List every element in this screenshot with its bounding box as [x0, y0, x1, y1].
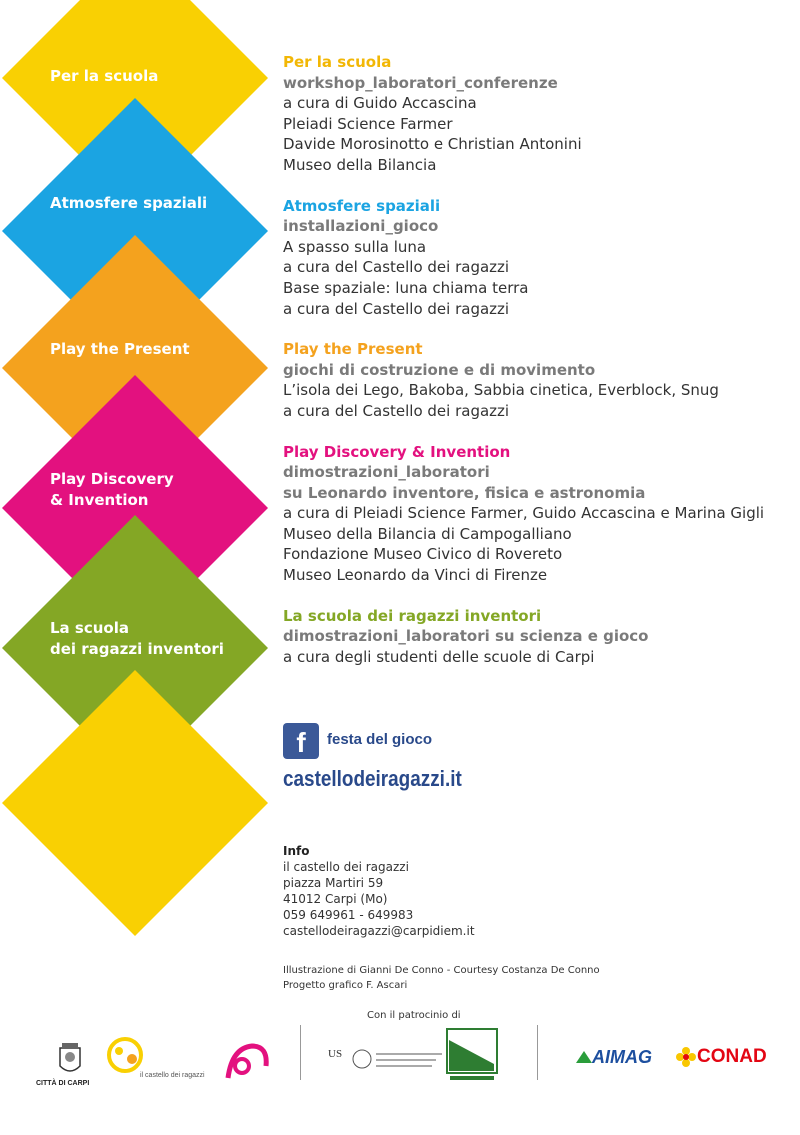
- section-play-discovery: [283, 442, 783, 586]
- section-line: a cura del Castello dei ragazzi: [283, 401, 510, 420]
- diamond-label-line: dei ragazzi inventori: [50, 640, 224, 658]
- section-line: Fondazione Museo Civico di Rovereto: [283, 545, 563, 564]
- section-play-the-present: [283, 339, 783, 421]
- facebook-icon[interactable]: f: [283, 723, 319, 759]
- diamond-label-scuola-inventori: [50, 618, 224, 660]
- svg-text:US: US: [328, 1048, 343, 1060]
- diamond-yellow-bottom: [2, 670, 268, 936]
- section-atmosfere-spaziali: [283, 196, 783, 320]
- info-block: [283, 843, 475, 939]
- section-line: Base spaziale: luna chiama terra: [283, 278, 529, 297]
- section-line: a cura del Castello dei ragazzi: [283, 299, 510, 318]
- section-title: Play the Present: [283, 340, 423, 359]
- info-email[interactable]: castellodeiragazzi@carpidiem.it: [283, 924, 475, 938]
- castello-logo-text: il castello dei ragazzi: [140, 1072, 205, 1079]
- diamond-label-line: La scuola: [50, 619, 129, 637]
- section-scuola-inventori: [283, 606, 783, 668]
- section-line: a cura del Castello dei ragazzi: [283, 258, 510, 277]
- section-title: Play Discovery & Invention: [283, 442, 511, 461]
- cofpi-logo: [222, 1038, 274, 1086]
- diamond-label-play-discovery: [50, 469, 174, 511]
- diamond-label-atmosfere-spaziali: [50, 193, 207, 214]
- section-subtitle: installazioni_gioco: [283, 217, 439, 236]
- ministry-logo: [326, 1045, 446, 1075]
- diamond-label-line: Play Discovery: [50, 470, 174, 488]
- info-line: piazza Martiri 59: [283, 876, 384, 890]
- section-per-la-scuola: [283, 52, 783, 176]
- patronage-label: Con il patrocinio di: [367, 1010, 461, 1021]
- section-title: Atmosfere spaziali: [283, 196, 441, 215]
- conad-logo-text: CONAD: [697, 1046, 767, 1067]
- credit-line: Progetto grafico F. Ascari: [283, 980, 408, 991]
- conad-flower-icon: [676, 1047, 696, 1067]
- section-line: Museo della Bilancia di Campogalliano: [283, 524, 572, 543]
- logo-separator: [300, 1025, 301, 1080]
- regione-emilia-romagna-logo: [446, 1028, 498, 1084]
- section-subtitle: dimostrazioni_laboratori su scienza e gioco: [283, 627, 649, 646]
- website-link[interactable]: castellodeiragazzi.it: [283, 766, 462, 791]
- info-line: 059 649961 - 649983: [283, 908, 414, 922]
- credit-line: Illustrazione di Gianni De Conno - Courtesy Costanza De Conno: [283, 965, 600, 976]
- section-line: A spasso sulla luna: [283, 237, 427, 256]
- diamond-label-line: Per la scuola: [50, 67, 159, 85]
- section-subtitle: dimostrazioni_laboratori: [283, 463, 490, 482]
- carpi-logo-text: CITTÀ DI CARPI: [36, 1080, 90, 1087]
- section-line: Davide Morosinotto e Christian Antonini: [283, 135, 582, 154]
- info-line: 41012 Carpi (Mo): [283, 892, 388, 906]
- diamond-label-line: Play the Present: [50, 340, 190, 358]
- section-line: Museo della Bilancia: [283, 155, 437, 174]
- info-line: il castello dei ragazzi: [283, 860, 409, 874]
- facebook-link[interactable]: [283, 723, 583, 759]
- diamond-label-play-the-present: [50, 339, 190, 360]
- facebook-label[interactable]: festa del gioco: [327, 731, 433, 748]
- logo-separator: [537, 1025, 538, 1080]
- aimag-logo-text: AIMAG: [592, 1047, 652, 1067]
- carpi-crest-logo: [48, 1040, 92, 1080]
- info-title: Info: [283, 844, 310, 858]
- diamond-label-line: Atmosfere spaziali: [50, 194, 208, 212]
- program-list: [283, 52, 783, 687]
- section-subtitle: workshop_laboratori_conferenze: [283, 73, 558, 92]
- aimag-icon: [576, 1050, 592, 1064]
- diamond-label-per-la-scuola: [50, 66, 158, 87]
- section-line: L’isola dei Lego, Bakoba, Sabbia cinetica, Everblock, Snug: [283, 381, 719, 400]
- castello-logo: [105, 1035, 145, 1075]
- section-subtitle: su Leonardo inventore, fisica e astronomia: [283, 483, 646, 502]
- section-line: a cura di Pleiadi Science Farmer, Guido Accascina e Marina Gigli: [283, 504, 765, 523]
- section-line: Pleiadi Science Farmer: [283, 114, 453, 133]
- section-line: a cura degli studenti delle scuole di Carpi: [283, 647, 595, 666]
- section-title: La scuola dei ragazzi inventori: [283, 606, 542, 625]
- diamond-label-line: & Invention: [50, 491, 149, 509]
- credits: [283, 963, 600, 993]
- section-title: Per la scuola: [283, 53, 392, 71]
- section-subtitle: giochi di costruzione e di movimento: [283, 360, 596, 379]
- section-line: Museo Leonardo da Vinci di Firenze: [283, 566, 548, 585]
- section-line: a cura di Guido Accascina: [283, 94, 477, 113]
